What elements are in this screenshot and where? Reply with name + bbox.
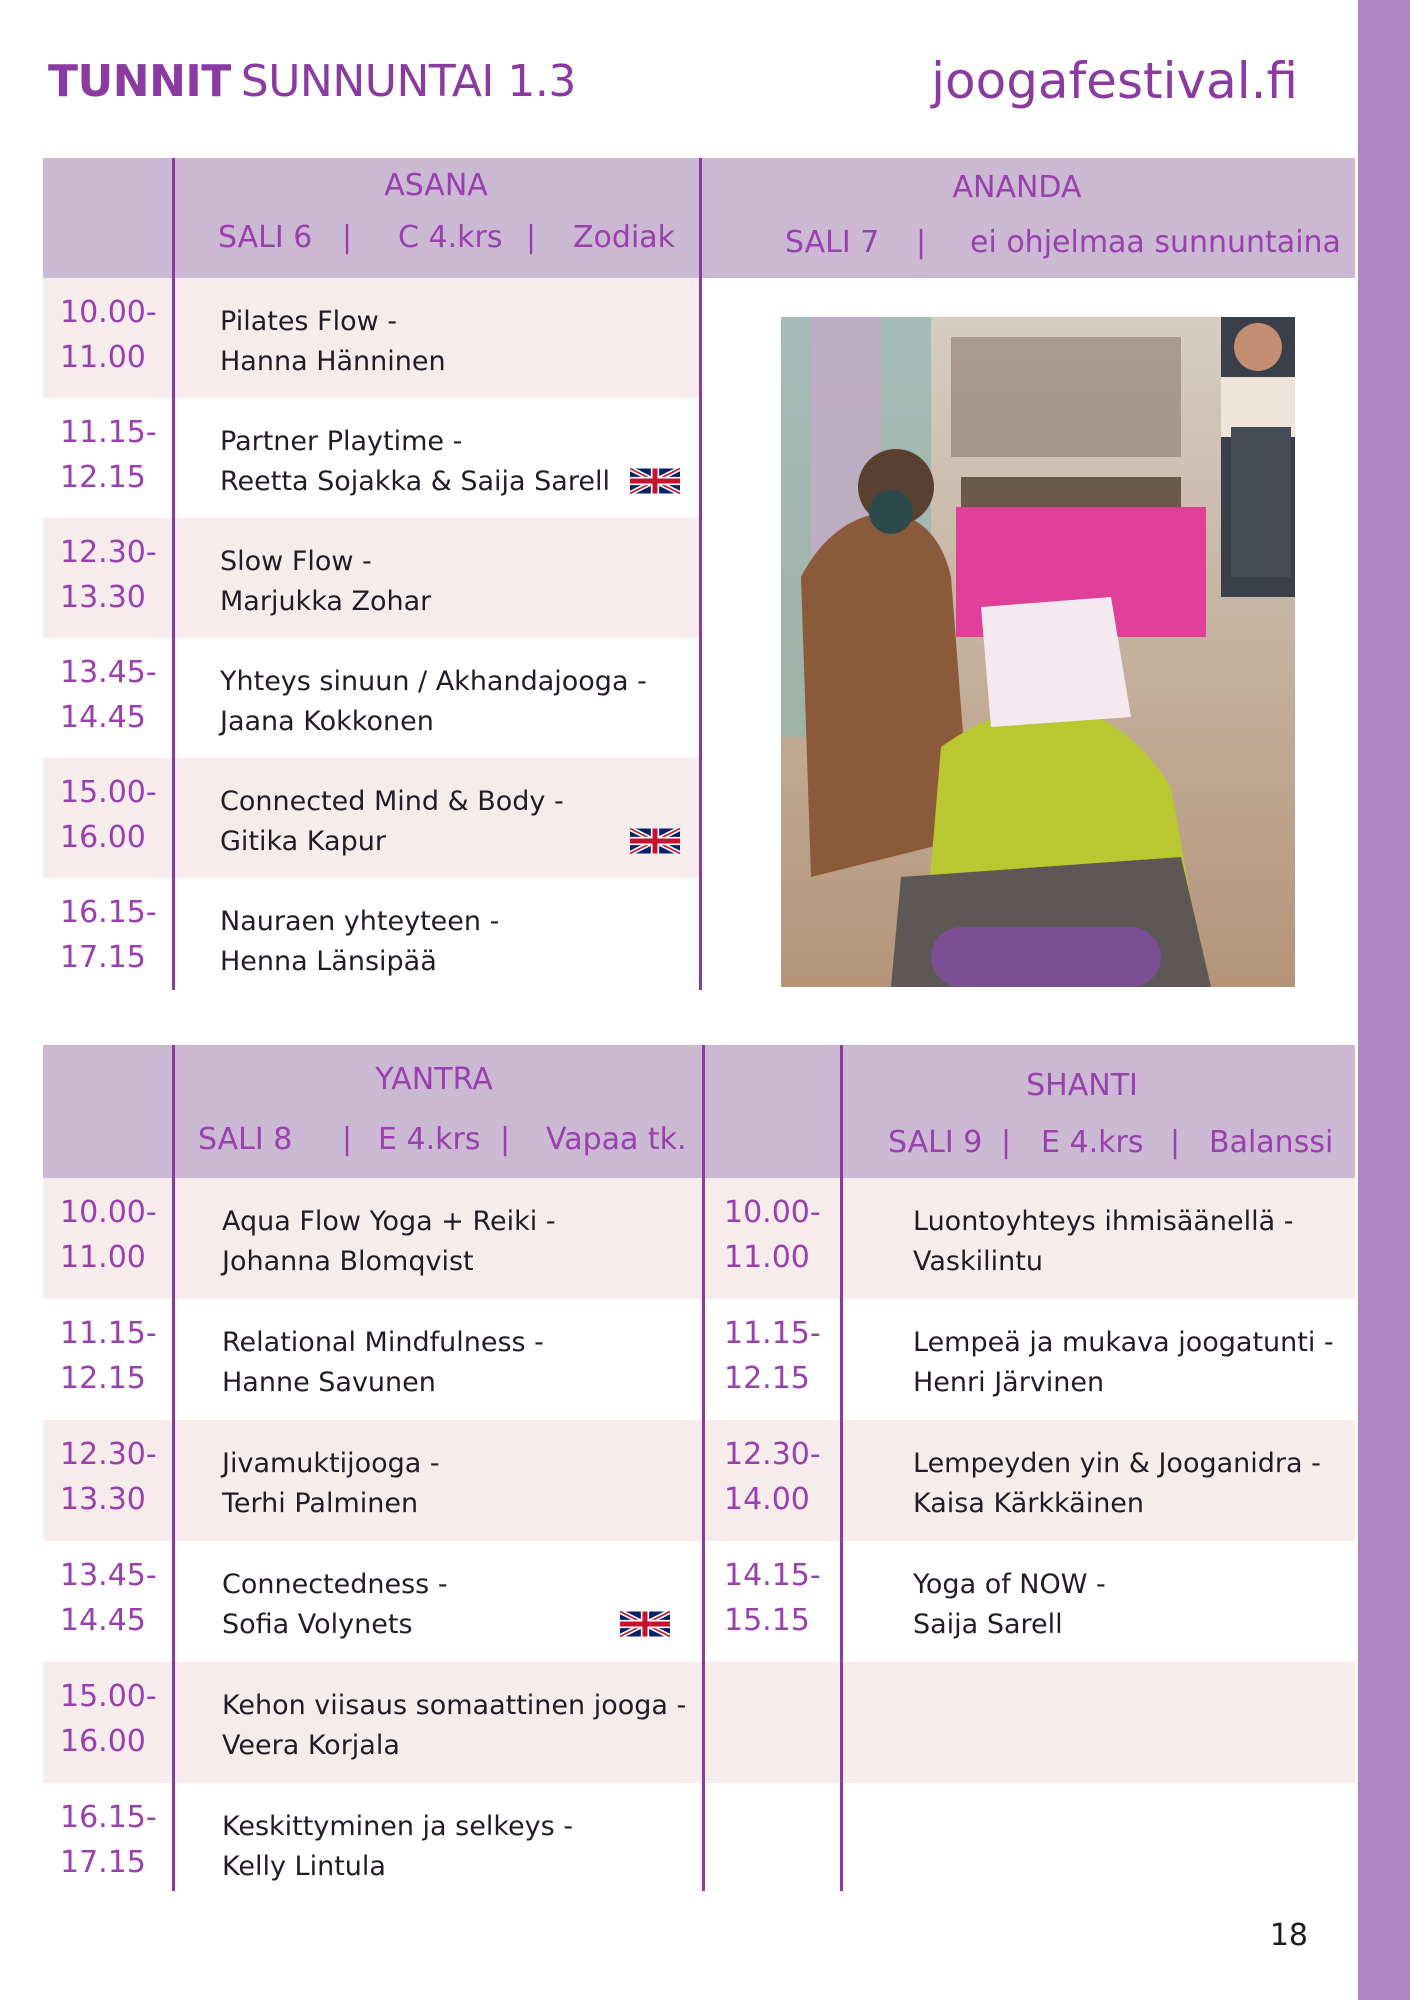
yantra-class [222,1444,440,1524]
asana-teacher: Jaana Kokkonen [220,706,434,737]
asana-class [220,422,610,502]
asana-time-start: 11.15- [60,415,157,450]
shanti-time [724,1190,844,1280]
yantra-time-end: 11.00 [60,1240,146,1275]
yantra-time-divider [172,1045,175,1891]
shanti-class-title: Luontoyhteys ihmisäänellä - [913,1206,1294,1237]
asana-time-start: 15.00- [60,775,157,810]
shanti-teacher: Kaisa Kärkkäinen [913,1488,1145,1519]
yantra-time-start: 12.30- [60,1437,157,1472]
yantra-time-start: 11.15- [60,1316,157,1351]
uk-flag-icon [630,466,680,496]
decorative-sidebar [1358,0,1410,2000]
yantra-class [222,1807,573,1887]
yantra-teacher: Kelly Lintula [222,1851,386,1882]
yantra-sep-2: | [500,1122,511,1157]
yantra-time [60,1553,180,1643]
asana-time-end: 14.45 [60,700,146,735]
asana-class-title: Pilates Flow - [220,306,398,337]
title-bold: TUNNIT [48,56,231,107]
shanti-time-start: 12.30- [724,1437,821,1472]
asana-time-divider [172,158,175,990]
shanti-class-title: Lempeä ja mukava joogatunti - [913,1327,1334,1358]
festival-photo-illustration [781,317,1295,987]
yantra-hall: SALI 8 [198,1122,293,1157]
yantra-class-title: Kehon viisaus somaattinen jooga - [222,1690,687,1721]
asana-teacher: Gitika Kapur [220,826,386,857]
shanti-time-end: 14.00 [724,1482,810,1517]
yantra-class [222,1323,544,1403]
yantra-teacher: Sofia Volynets [222,1609,413,1640]
shanti-time-end: 12.15 [724,1361,810,1396]
asana-time-end: 12.15 [60,460,146,495]
shanti-class-title: Yoga of NOW - [913,1569,1106,1600]
shanti-time-start: 11.15- [724,1316,821,1351]
asana-teacher: Marjukka Zohar [220,586,432,617]
yantra-time [60,1311,180,1401]
shanti-time [724,1311,844,1401]
asana-time-end: 17.15 [60,940,146,975]
shanti-time-divider [840,1045,843,1891]
yantra-class [222,1202,556,1282]
asana-teacher: Henna Länsipää [220,946,437,977]
asana-room: Zodiak [573,220,676,255]
shanti-teacher: Vaskilintu [913,1246,1043,1277]
yantra-time-end: 12.15 [60,1361,146,1396]
yantra-teacher: Hanne Savunen [222,1367,436,1398]
asana-ananda-divider [699,158,702,990]
shanti-time [724,1553,844,1643]
asana-time-end: 13.30 [60,580,146,615]
shanti-empty-row [705,1662,1355,1783]
yantra-class-title: Jivamuktijooga - [222,1448,440,1479]
yantra-sep-1: | [342,1122,353,1157]
yantra-time-end: 16.00 [60,1724,146,1759]
yantra-time-end: 14.45 [60,1603,146,1638]
shanti-class [913,1202,1294,1282]
yantra-name: YANTRA [375,1062,493,1097]
shanti-hall: SALI 9 [888,1125,983,1160]
shanti-class [913,1565,1106,1645]
uk-flag-icon [630,826,680,856]
yantra-class-title: Aqua Flow Yoga + Reiki - [222,1206,556,1237]
asana-floor: C 4.krs [398,220,503,255]
asana-class-title: Yhteys sinuun / Akhandajooga - [220,666,647,697]
yantra-teacher: Veera Korjala [222,1730,400,1761]
yantra-class-title: Connectedness - [222,1569,448,1600]
asana-class-title: Partner Playtime - [220,426,463,457]
asana-hall: SALI 6 [218,220,313,255]
shanti-teacher: Henri Järvinen [913,1367,1105,1398]
asana-name: ASANA [384,168,488,203]
page-title [48,56,576,107]
asana-sep-2: | [526,220,537,255]
yantra-class [222,1686,686,1766]
yantra-time-end: 13.30 [60,1482,146,1517]
asana-time-start: 16.15- [60,895,157,930]
yantra-time-end: 17.15 [60,1845,146,1880]
shanti-time-start: 10.00- [724,1195,821,1230]
shanti-teacher: Saija Sarell [913,1609,1063,1640]
asana-time [60,530,180,620]
yantra-teacher: Terhi Palminen [222,1488,419,1519]
yantra-time [60,1795,180,1885]
yantra-teacher: Johanna Blomqvist [222,1246,474,1277]
shanti-class-title: Lempeyden yin & Jooganidra - [913,1448,1321,1479]
asana-time-start: 13.45- [60,655,157,690]
yantra-floor: E 4.krs [378,1122,481,1157]
shanti-class [913,1323,1334,1403]
asana-time-end: 16.00 [60,820,146,855]
yantra-room: Vapaa tk. [546,1122,687,1157]
yantra-time-start: 13.45- [60,1558,157,1593]
asana-class-title: Connected Mind & Body - [220,786,564,817]
asana-sep-1: | [342,220,353,255]
asana-class [220,662,647,742]
ananda-hall: SALI 7 [785,225,880,260]
shanti-time-start: 14.15- [724,1558,821,1593]
yantra-class [222,1565,448,1645]
yantra-time-start: 10.00- [60,1195,157,1230]
asana-class [220,542,431,622]
shanti-time-end: 15.15 [724,1603,810,1638]
shanti-time [724,1432,844,1522]
asana-class [220,902,499,982]
asana-time [60,890,180,980]
festival-photo [781,317,1295,987]
yantra-class-title: Keskittyminen ja selkeys - [222,1811,574,1842]
title-rest: SUNNUNTAI 1.3 [240,56,576,107]
shanti-sep-2: | [1170,1125,1181,1160]
shanti-class [913,1444,1321,1524]
asana-time-start: 12.30- [60,535,157,570]
shanti-floor: E 4.krs [1041,1125,1144,1160]
uk-flag-icon [620,1609,670,1639]
asana-class [220,302,446,382]
yantra-time [60,1190,180,1280]
shanti-room: Balanssi [1209,1125,1334,1160]
asana-class-title: Slow Flow - [220,546,372,577]
asana-time [60,650,180,740]
asana-time [60,290,180,380]
yantra-time [60,1674,180,1764]
ananda-sep: | [916,225,927,260]
asana-class [220,782,564,862]
asana-time-end: 11.00 [60,340,146,375]
yantra-time [60,1432,180,1522]
asana-teacher: Reetta Sojakka & Saija Sarell [220,466,610,497]
asana-teacher: Hanna Hänninen [220,346,446,377]
asana-time [60,770,180,860]
yantra-shanti-divider [702,1045,705,1891]
asana-time-start: 10.00- [60,295,157,330]
asana-class-title: Nauraen yhteyteen - [220,906,500,937]
yantra-class-title: Relational Mindfulness - [222,1327,544,1358]
shanti-name: SHANTI [1026,1068,1138,1103]
yantra-time-start: 15.00- [60,1679,157,1714]
ananda-note: ei ohjelmaa sunnuntaina [970,225,1341,260]
site-link[interactable]: joogafestival.fi [931,52,1298,110]
shanti-time-end: 11.00 [724,1240,810,1275]
page-number: 18 [1269,1918,1308,1953]
shanti-sep-1: | [1001,1125,1012,1160]
asana-time [60,410,180,500]
ananda-name: ANANDA [952,170,1082,205]
yantra-time-start: 16.15- [60,1800,157,1835]
